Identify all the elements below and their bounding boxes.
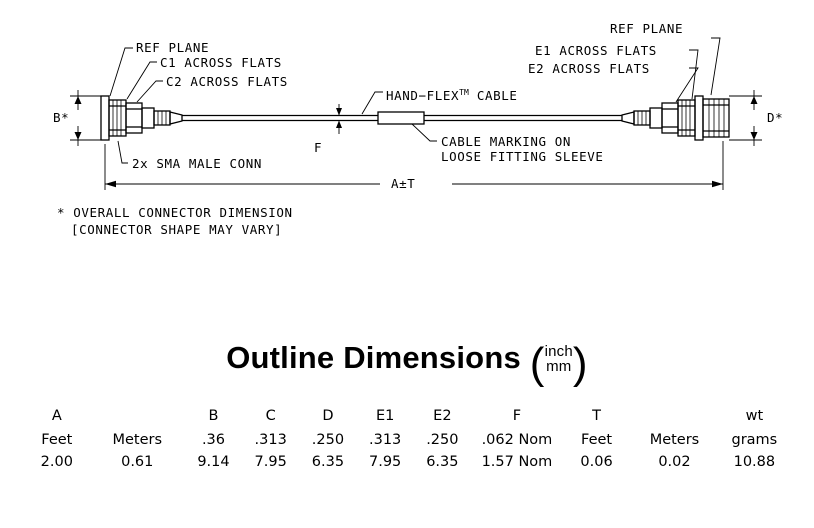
value-a-feet: 2.00	[40, 454, 73, 470]
callout-cable-marking-line2: LOOSE FITTING SLEEVE	[441, 149, 604, 164]
unit-t-meters: Meters	[649, 432, 700, 448]
unit-c: .313	[254, 432, 287, 448]
dimension-label-a-plus-minus-t: A±T	[391, 176, 416, 191]
callout-e1-across-flats: E1 ACROSS FLATS	[535, 43, 657, 58]
units-inch: inch	[544, 342, 573, 360]
header-wt: wt	[745, 408, 764, 424]
hand-flex-text2: CABLE	[468, 88, 518, 104]
unit-b: .36	[201, 432, 226, 448]
header-a-blank	[90, 406, 185, 430]
trademark-mark: TM	[459, 88, 469, 97]
callout-c2-across-flats: C2 ACROSS FLATS	[166, 74, 288, 89]
dimension-label-d: D*	[767, 110, 784, 125]
header-c: C	[265, 408, 276, 424]
units-block	[545, 344, 573, 374]
value-c: 7.95	[254, 454, 287, 470]
unit-a-feet: Feet	[41, 432, 73, 448]
callout-e2-across-flats: E2 ACROSS FLATS	[528, 61, 650, 76]
callout-cable-marking-line1: CABLE MARKING ON	[441, 134, 572, 149]
value-d: 6.35	[311, 454, 345, 470]
value-wt: 10.88	[733, 454, 776, 470]
unit-f: .062 Nom	[481, 432, 553, 448]
value-t-feet: 0.06	[580, 454, 613, 470]
header-d: D	[322, 408, 334, 424]
header-a: A	[51, 408, 62, 424]
unit-d: .250	[311, 432, 345, 448]
page-title	[0, 339, 814, 388]
callout-hand-flex-cable	[386, 85, 518, 103]
note-line-2: [CONNECTOR SHAPE MAY VARY]	[71, 222, 283, 237]
callout-sma-male-conn: 2x SMA MALE CONN	[132, 156, 263, 171]
table-row-units	[24, 430, 790, 452]
table-row-headers	[24, 406, 790, 430]
units-mm: mm	[546, 357, 572, 375]
callout-c1-across-flats: C1 ACROSS FLATS	[160, 55, 282, 70]
value-e2: 6.35	[426, 454, 459, 470]
value-e1: 7.95	[368, 454, 402, 470]
dimension-label-b: B*	[53, 110, 70, 125]
header-b: B	[208, 408, 219, 424]
unit-e2: .250	[426, 432, 459, 448]
unit-e1: .313	[368, 432, 402, 448]
callout-ref-plane-right: REF PLANE	[610, 21, 684, 36]
units-paren-open: (	[529, 339, 545, 388]
header-e1: E1	[375, 408, 395, 424]
header-t: T	[592, 408, 601, 424]
callout-ref-plane-left: REF PLANE	[136, 40, 210, 55]
unit-a-meters: Meters	[112, 432, 163, 448]
page-title-text: Outline Dimensions	[226, 340, 521, 375]
value-f: 1.57 Nom	[481, 454, 553, 470]
unit-wt: grams	[731, 432, 778, 448]
hand-flex-text: HAND−FLEX	[386, 88, 460, 104]
unit-t-feet: Feet	[581, 432, 613, 448]
header-t-blank	[630, 406, 719, 430]
header-e2: E2	[433, 408, 452, 424]
value-a-meters: 0.61	[121, 454, 154, 470]
note-line-1: * OVERALL CONNECTOR DIMENSION	[57, 205, 293, 220]
dimension-label-f: F	[314, 140, 323, 155]
value-b: 9.14	[197, 454, 230, 470]
outline-dimensions-table	[24, 406, 790, 472]
units-paren-close: )	[572, 339, 588, 388]
value-t-meters: 0.02	[658, 454, 691, 470]
table-row-values	[24, 452, 790, 472]
header-f: F	[512, 408, 522, 424]
